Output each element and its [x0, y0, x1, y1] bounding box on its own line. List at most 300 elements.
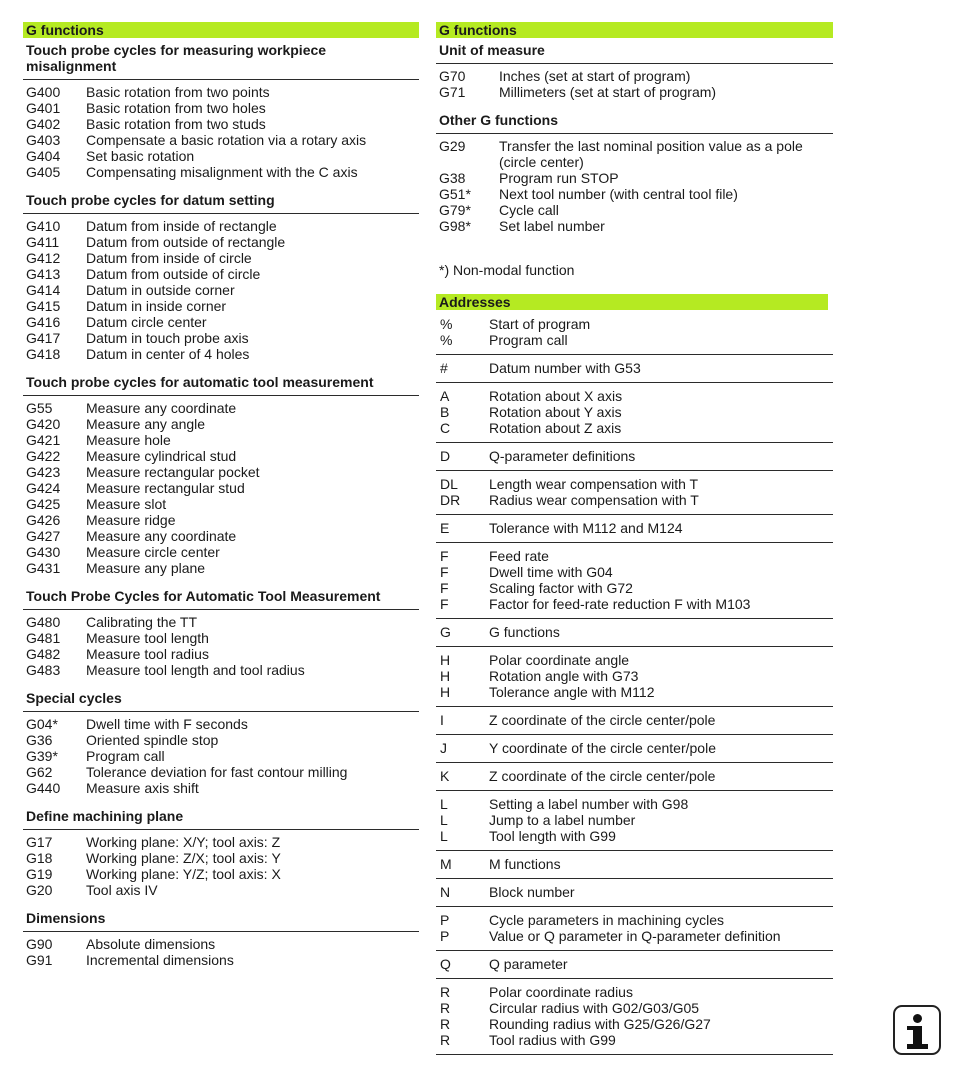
section-heading: Unit of measure — [436, 38, 833, 64]
left-g-functions-bar: G functions — [23, 22, 419, 38]
address-group — [436, 907, 833, 951]
address-row — [436, 564, 833, 580]
address-letter: D — [440, 448, 451, 464]
address-description: Y coordinate of the circle center/pole — [489, 740, 716, 756]
address-letter: E — [440, 520, 450, 536]
function-code: G418 — [26, 346, 61, 362]
address-group — [436, 879, 833, 907]
address-row — [436, 492, 833, 508]
left-column — [23, 22, 419, 976]
address-letter: H — [440, 684, 451, 700]
function-row — [23, 662, 419, 678]
address-description: Program call — [489, 332, 568, 348]
function-row — [23, 952, 419, 968]
address-group — [436, 310, 833, 355]
function-row — [436, 202, 833, 218]
function-code: G427 — [26, 528, 61, 544]
function-row — [23, 732, 419, 748]
address-row — [436, 1000, 833, 1016]
function-row — [436, 154, 833, 170]
function-row — [23, 266, 419, 282]
address-group — [436, 735, 833, 763]
function-row — [23, 234, 419, 250]
section-rows — [23, 214, 419, 362]
function-description: Basic rotation from two points — [86, 84, 270, 100]
address-description: Rotation about Z axis — [489, 420, 622, 436]
function-row — [436, 186, 833, 202]
function-row — [23, 314, 419, 330]
function-row — [23, 748, 419, 764]
function-code: G91 — [26, 952, 53, 968]
section-gap — [23, 968, 419, 976]
address-letter: % — [440, 332, 453, 348]
function-row — [23, 882, 419, 898]
function-code: G417 — [26, 330, 61, 346]
function-code: G431 — [26, 560, 61, 576]
section-heading: Touch Probe Cycles for Automatic Tool Measurement — [23, 584, 419, 610]
address-letter: A — [440, 388, 450, 404]
address-letter: L — [440, 812, 448, 828]
address-description: Jump to a label number — [489, 812, 636, 828]
function-description: Basic rotation from two studs — [86, 116, 266, 132]
function-description: Datum in inside corner — [86, 298, 227, 314]
address-description: Datum number with G53 — [489, 360, 641, 376]
address-row — [436, 316, 833, 332]
function-row — [23, 866, 419, 882]
addresses-bar: Addresses — [436, 294, 828, 310]
function-code: G55 — [26, 400, 53, 416]
address-description: Feed rate — [489, 548, 549, 564]
address-group — [436, 951, 833, 979]
function-row — [23, 116, 419, 132]
address-group — [436, 707, 833, 735]
function-code: G480 — [26, 614, 61, 630]
function-row — [23, 84, 419, 100]
function-code: G90 — [26, 936, 53, 952]
function-row — [23, 250, 419, 266]
function-row — [23, 400, 419, 416]
function-description: Measure tool length and tool radius — [86, 662, 305, 678]
function-code: G70 — [439, 68, 466, 84]
function-description: Measure any coordinate — [86, 400, 237, 416]
address-group — [436, 791, 833, 851]
address-row — [436, 404, 833, 420]
address-letter: H — [440, 668, 451, 684]
right-g-functions-bar: G functions — [436, 22, 833, 38]
function-code: G420 — [26, 416, 61, 432]
function-code: G36 — [26, 732, 53, 748]
function-description: Measure circle center — [86, 544, 220, 560]
address-description: Polar coordinate angle — [489, 652, 630, 668]
function-code: G403 — [26, 132, 61, 148]
section-rows — [436, 134, 833, 234]
function-description: Measure any coordinate — [86, 528, 237, 544]
function-row — [23, 850, 419, 866]
address-row — [436, 712, 833, 728]
section-gap — [23, 796, 419, 804]
function-description: Tool axis IV — [86, 882, 158, 898]
section-gap — [23, 362, 419, 370]
address-description: G functions — [489, 624, 560, 640]
function-row — [23, 834, 419, 850]
function-code: G416 — [26, 314, 61, 330]
function-row — [23, 716, 419, 732]
address-letter: G — [440, 624, 451, 640]
address-description: Polar coordinate radius — [489, 984, 633, 1000]
function-code: G430 — [26, 544, 61, 560]
address-letter: B — [440, 404, 450, 420]
address-letter: M — [440, 856, 452, 872]
address-row — [436, 624, 833, 640]
function-description: Measure tool length — [86, 630, 209, 646]
address-row — [436, 652, 833, 668]
function-description: Transfer the last nominal position value as a pole — [499, 138, 803, 154]
address-row — [436, 740, 833, 756]
section-gap — [23, 678, 419, 686]
address-row — [436, 984, 833, 1000]
function-code: G29 — [439, 138, 466, 154]
function-row — [23, 298, 419, 314]
function-description: (circle center) — [499, 154, 584, 170]
function-code: G410 — [26, 218, 61, 234]
function-code: G62 — [26, 764, 53, 780]
function-code: G413 — [26, 266, 61, 282]
address-letter: C — [440, 420, 451, 436]
function-row — [23, 560, 419, 576]
function-description: Working plane: Z/X; tool axis: Y — [86, 850, 281, 866]
address-group — [436, 443, 833, 471]
function-row — [23, 480, 419, 496]
function-row — [23, 512, 419, 528]
address-group — [436, 471, 833, 515]
address-letter: F — [440, 580, 449, 596]
function-row — [23, 646, 419, 662]
address-description: Q-parameter definitions — [489, 448, 636, 464]
address-group — [436, 851, 833, 879]
section-rows — [436, 64, 833, 100]
function-description: Calibrating the TT — [86, 614, 198, 630]
address-row — [436, 548, 833, 564]
function-description: Datum in center of 4 holes — [86, 346, 250, 362]
address-group — [436, 619, 833, 647]
function-row — [436, 84, 833, 100]
function-description: Millimeters (set at start of program) — [499, 84, 717, 100]
function-code: G401 — [26, 100, 61, 116]
function-code: G51* — [439, 186, 471, 202]
info-icon-dot — [913, 1014, 922, 1023]
address-letter: R — [440, 1032, 451, 1048]
address-description: Q parameter — [489, 956, 568, 972]
address-description: Value or Q parameter in Q-parameter definition — [489, 928, 781, 944]
section-rows — [23, 712, 419, 796]
info-icon-base — [907, 1044, 928, 1049]
address-description: Circular radius with G02/G03/G05 — [489, 1000, 700, 1016]
right-column — [436, 22, 833, 1055]
function-row — [23, 432, 419, 448]
function-description: Measure any angle — [86, 416, 206, 432]
address-row — [436, 420, 833, 436]
address-letter: R — [440, 1016, 451, 1032]
address-description: Start of program — [489, 316, 591, 332]
section-gap — [23, 576, 419, 584]
address-group — [436, 979, 833, 1055]
section-gap — [23, 180, 419, 188]
function-row — [436, 170, 833, 186]
address-row — [436, 796, 833, 812]
section-heading: Special cycles — [23, 686, 419, 712]
address-row — [436, 956, 833, 972]
function-description: Datum from outside of rectangle — [86, 234, 286, 250]
address-row — [436, 388, 833, 404]
function-description: Basic rotation from two holes — [86, 100, 266, 116]
address-description: Rotation about Y axis — [489, 404, 622, 420]
function-description: Datum in outside corner — [86, 282, 235, 298]
address-description: Tool radius with G99 — [489, 1032, 616, 1048]
function-row — [23, 544, 419, 560]
function-code: G20 — [26, 882, 53, 898]
section-heading: Other G functions — [436, 108, 833, 134]
function-code: G423 — [26, 464, 61, 480]
function-row — [23, 346, 419, 362]
function-description: Datum from inside of circle — [86, 250, 252, 266]
function-description: Measure slot — [86, 496, 167, 512]
function-code: G404 — [26, 148, 61, 164]
address-letter: R — [440, 1000, 451, 1016]
section-rows — [23, 830, 419, 898]
section-heading: Touch probe cycles for datum setting — [23, 188, 419, 214]
address-row — [436, 912, 833, 928]
function-description: Tolerance deviation for fast contour milling — [86, 764, 348, 780]
address-row — [436, 856, 833, 872]
address-description: Rotation angle with G73 — [489, 668, 639, 684]
function-description: Measure ridge — [86, 512, 176, 528]
function-row — [23, 614, 419, 630]
address-group — [436, 383, 833, 443]
function-code: G98* — [439, 218, 471, 234]
function-row — [23, 630, 419, 646]
function-code: G19 — [26, 866, 53, 882]
address-description: Radius wear compensation with T — [489, 492, 699, 508]
info-icon — [893, 1005, 941, 1055]
section-rows — [23, 932, 419, 968]
function-description: Measure hole — [86, 432, 171, 448]
function-row — [23, 464, 419, 480]
function-description: Measure cylindrical stud — [86, 448, 237, 464]
section-heading: Dimensions — [23, 906, 419, 932]
address-letter: F — [440, 564, 449, 580]
address-description: M functions — [489, 856, 561, 872]
address-letter: N — [440, 884, 451, 900]
section-gap — [436, 234, 833, 242]
function-code: G71 — [439, 84, 466, 100]
info-icon-stem — [913, 1026, 922, 1046]
address-letter: J — [440, 740, 447, 756]
function-code: G424 — [26, 480, 61, 496]
right-sections — [436, 38, 833, 242]
function-description: Datum circle center — [86, 314, 207, 330]
function-row — [23, 218, 419, 234]
function-code: G415 — [26, 298, 61, 314]
function-description: Program call — [86, 748, 165, 764]
address-description: Factor for feed-rate reduction F with M103 — [489, 596, 751, 612]
section-gap — [23, 898, 419, 906]
address-description: Scaling factor with G72 — [489, 580, 633, 596]
section-rows — [23, 610, 419, 678]
address-letter: I — [440, 712, 444, 728]
function-description: Datum in touch probe axis — [86, 330, 249, 346]
address-row — [436, 828, 833, 844]
address-group — [436, 515, 833, 543]
function-row — [23, 330, 419, 346]
function-code: G421 — [26, 432, 61, 448]
function-description: Compensating misalignment with the C axis — [86, 164, 358, 180]
function-code: G414 — [26, 282, 61, 298]
function-description: Measure tool radius — [86, 646, 209, 662]
address-letter: DL — [440, 476, 458, 492]
address-description: Dwell time with G04 — [489, 564, 613, 580]
address-row — [436, 928, 833, 944]
function-code: G79* — [439, 202, 471, 218]
function-row — [23, 528, 419, 544]
function-description: Measure any plane — [86, 560, 206, 576]
function-description: Compensate a basic rotation via a rotary axis — [86, 132, 367, 148]
function-code: G411 — [26, 234, 60, 250]
address-description: Tolerance angle with M112 — [489, 684, 655, 700]
address-letter: P — [440, 912, 450, 928]
address-description: Length wear compensation with T — [489, 476, 699, 492]
function-code: G426 — [26, 512, 61, 528]
function-code — [436, 154, 499, 170]
function-code: G38 — [439, 170, 466, 186]
function-code: G400 — [26, 84, 61, 100]
function-row — [23, 148, 419, 164]
function-row — [23, 936, 419, 952]
function-code: G422 — [26, 448, 61, 464]
address-row — [436, 580, 833, 596]
address-letter: R — [440, 984, 451, 1000]
address-description: Tool length with G99 — [489, 828, 616, 844]
address-row — [436, 812, 833, 828]
section-heading: Define machining plane — [23, 804, 419, 830]
function-code: G483 — [26, 662, 61, 678]
address-group — [436, 355, 833, 383]
function-code: G405 — [26, 164, 61, 180]
address-description: Setting a label number with G98 — [489, 796, 689, 812]
function-description: Inches (set at start of program) — [499, 68, 691, 84]
function-description: Absolute dimensions — [86, 936, 216, 952]
address-letter: % — [440, 316, 453, 332]
function-code: G17 — [26, 834, 53, 850]
function-code: G402 — [26, 116, 61, 132]
address-letter: P — [440, 928, 450, 944]
address-letter: F — [440, 596, 449, 612]
address-letter: DR — [440, 492, 461, 508]
address-row — [436, 332, 833, 348]
function-code: G440 — [26, 780, 61, 796]
left-sections — [23, 38, 419, 976]
function-description: Set label number — [499, 218, 605, 234]
address-row — [436, 768, 833, 784]
function-row — [23, 416, 419, 432]
address-group — [436, 763, 833, 791]
function-code: G482 — [26, 646, 61, 662]
address-description: Rounding radius with G25/G26/G27 — [489, 1016, 711, 1032]
addresses-list — [436, 310, 833, 1055]
function-description: Set basic rotation — [86, 148, 195, 164]
address-row — [436, 1016, 833, 1032]
address-row — [436, 520, 833, 536]
function-description: Oriented spindle stop — [86, 732, 219, 748]
address-letter: K — [440, 768, 450, 784]
function-description: Incremental dimensions — [86, 952, 234, 968]
address-row — [436, 360, 833, 376]
function-description: Next tool number (with central tool file) — [499, 186, 738, 202]
function-row — [436, 138, 833, 154]
address-description: Z coordinate of the circle center/pole — [489, 768, 716, 784]
address-description: Tolerance with M112 and M124 — [489, 520, 683, 536]
address-row — [436, 684, 833, 700]
section-rows — [23, 396, 419, 576]
function-description: Working plane: Y/Z; tool axis: X — [86, 866, 281, 882]
address-group — [436, 543, 833, 619]
address-description: Z coordinate of the circle center/pole — [489, 712, 716, 728]
address-row — [436, 596, 833, 612]
function-row — [436, 218, 833, 234]
function-description: Measure rectangular stud — [86, 480, 245, 496]
function-code: G18 — [26, 850, 53, 866]
function-description: Datum from outside of circle — [86, 266, 261, 282]
function-description: Program run STOP — [499, 170, 619, 186]
function-row — [23, 132, 419, 148]
function-description: Measure rectangular pocket — [86, 464, 260, 480]
section-heading: Touch probe cycles for automatic tool measurement — [23, 370, 419, 396]
section-gap — [436, 100, 833, 108]
address-description: Block number — [489, 884, 575, 900]
function-code: G04* — [26, 716, 58, 732]
function-row — [23, 100, 419, 116]
function-row — [23, 448, 419, 464]
function-row — [23, 164, 419, 180]
address-row — [436, 476, 833, 492]
address-group — [436, 647, 833, 707]
section-rows — [23, 80, 419, 180]
non-modal-note: *) Non-modal function — [439, 262, 575, 278]
address-letter: H — [440, 652, 451, 668]
address-description: Rotation about X axis — [489, 388, 623, 404]
section-heading: Touch probe cycles for measuring workpiece misalignment — [23, 38, 419, 80]
function-description: Working plane: X/Y; tool axis: Z — [86, 834, 281, 850]
function-description: Datum from inside of rectangle — [86, 218, 277, 234]
address-letter: L — [440, 796, 448, 812]
function-row — [23, 496, 419, 512]
address-row — [436, 448, 833, 464]
function-description: Dwell time with F seconds — [86, 716, 248, 732]
function-row — [436, 68, 833, 84]
function-code: G425 — [26, 496, 61, 512]
function-description: Measure axis shift — [86, 780, 199, 796]
function-description: Cycle call — [499, 202, 559, 218]
address-row — [436, 884, 833, 900]
address-description: Cycle parameters in machining cycles — [489, 912, 724, 928]
function-code: G39* — [26, 748, 58, 764]
function-row — [23, 282, 419, 298]
address-letter: L — [440, 828, 448, 844]
function-row — [23, 780, 419, 796]
address-letter: # — [440, 360, 448, 376]
function-row — [23, 764, 419, 780]
function-code: G481 — [26, 630, 61, 646]
address-letter: Q — [440, 956, 451, 972]
